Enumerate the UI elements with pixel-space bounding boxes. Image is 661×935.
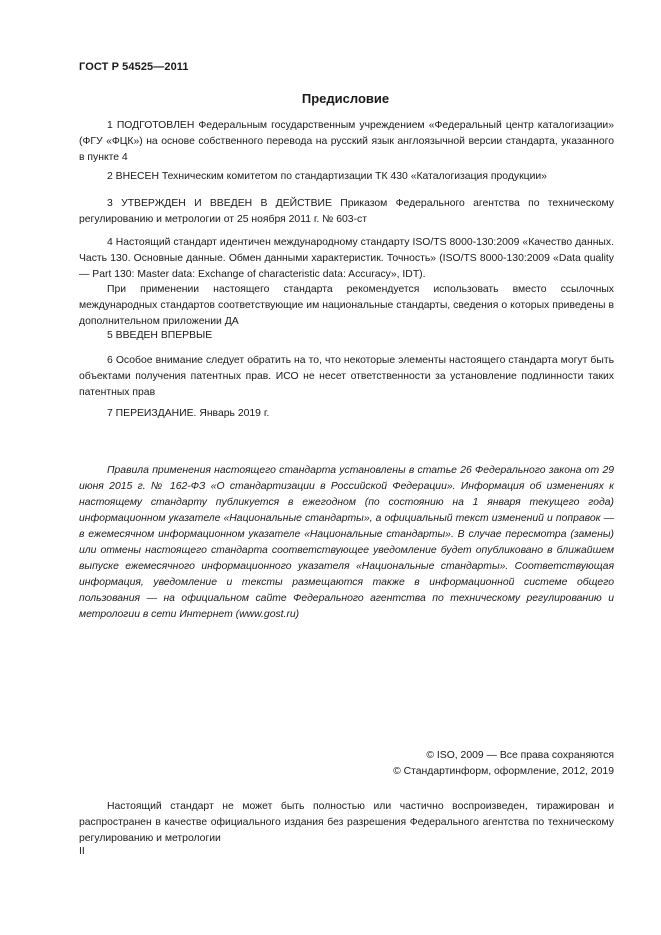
page-number: II: [79, 846, 85, 857]
paragraph-4-continued: При применении настоящего стандарта рекомендуется использовать вместо ссылочных международных стандартов соответствующие им национальные стандарты, сведения о которых приведены в дополнительном приложении ДА: [79, 284, 614, 327]
paragraph-7: 7 ПЕРЕИЗДАНИЕ. Январь 2019 г.: [107, 408, 270, 419]
page-title: Предисловие: [301, 91, 390, 106]
paragraph-1: 1 ПОДГОТОВЛЕН Федеральным государственным учреждением «Федеральный центр каталогизации» (ФГУ «ФЦК») на основе собственного перевода на русский язык англоязычной версии стандарта, указанного в пункте 4: [79, 120, 614, 163]
paragraph-2: 2 ВНЕСЕН Техническим комитетом по стандартизации ТК 430 «Каталогизация продукции»: [107, 171, 547, 182]
copyright-iso: © ISO, 2009 — Все права сохраняются: [426, 750, 614, 761]
paragraph-6: 6 Особое внимание следует обратить на то, что некоторые элементы настоящего стандарта могут быть объектами получения патентных прав. ИСО не несет ответственности за установление подлинности таких патентных прав: [79, 355, 614, 398]
document-id: ГОСТ Р 54525—2011: [79, 61, 189, 73]
paragraph-4: 4 Настоящий стандарт идентичен международному стандарту ISO/TS 8000-130:2009 «Качество данных. Часть 130. Основные данные. Обмен данными характеристик. Точность» (ISO/TS 8000-130:2009 «Data quality — Part 130: Master data: Exchange of characteristic data: Accuracy», IDT).: [79, 237, 614, 280]
reproduction-notice: Настоящий стандарт не может быть полностью или частично воспроизведен, тиражирован и распространен в качестве официального издания без разрешения Федерального агентства по техническому регулированию и метрологии: [79, 801, 614, 844]
copyright-standartinform: © Стандартинформ, оформление, 2012, 2019: [393, 766, 614, 777]
paragraph-5: 5 ВВЕДЕН ВПЕРВЫЕ: [107, 330, 213, 341]
paragraph-3: 3 УТВЕРЖДЕН И ВВЕДЕН В ДЕЙСТВИЕ Приказом Федерального агентства по техническому регулированию и метрологии от 25 ноября 2011 г. № 603-ст: [79, 198, 614, 225]
standard-usage-notice: Правила применения настоящего стандарта установлены в статье 26 Федерального закона от 29 июня 2015 г. № 162-ФЗ «О стандартизации в Российской Федерации». Информация об изменениях к настоящему стандарту публикуется в ежегодном (по состоянию на 1 января текущего года) информационном указателе «Национальные стандарты», а официальный текст изменений и поправок — в ежемесячном информационном указателе «Национальные стандарты». В случае пересмотра (замены) или отмены настоящего стандарта соответствующее уведомление будет опубликовано в ближайшем выпуске ежемесячного информационного указателя «Национальные стандарты». Соответствующая информация, уведомление и тексты размещаются также в информационной системе общего пользования — на официальном сайте Федерального агентства по техническому регулированию и метрологии в сети Интернет (www.gost.ru): [79, 465, 614, 620]
